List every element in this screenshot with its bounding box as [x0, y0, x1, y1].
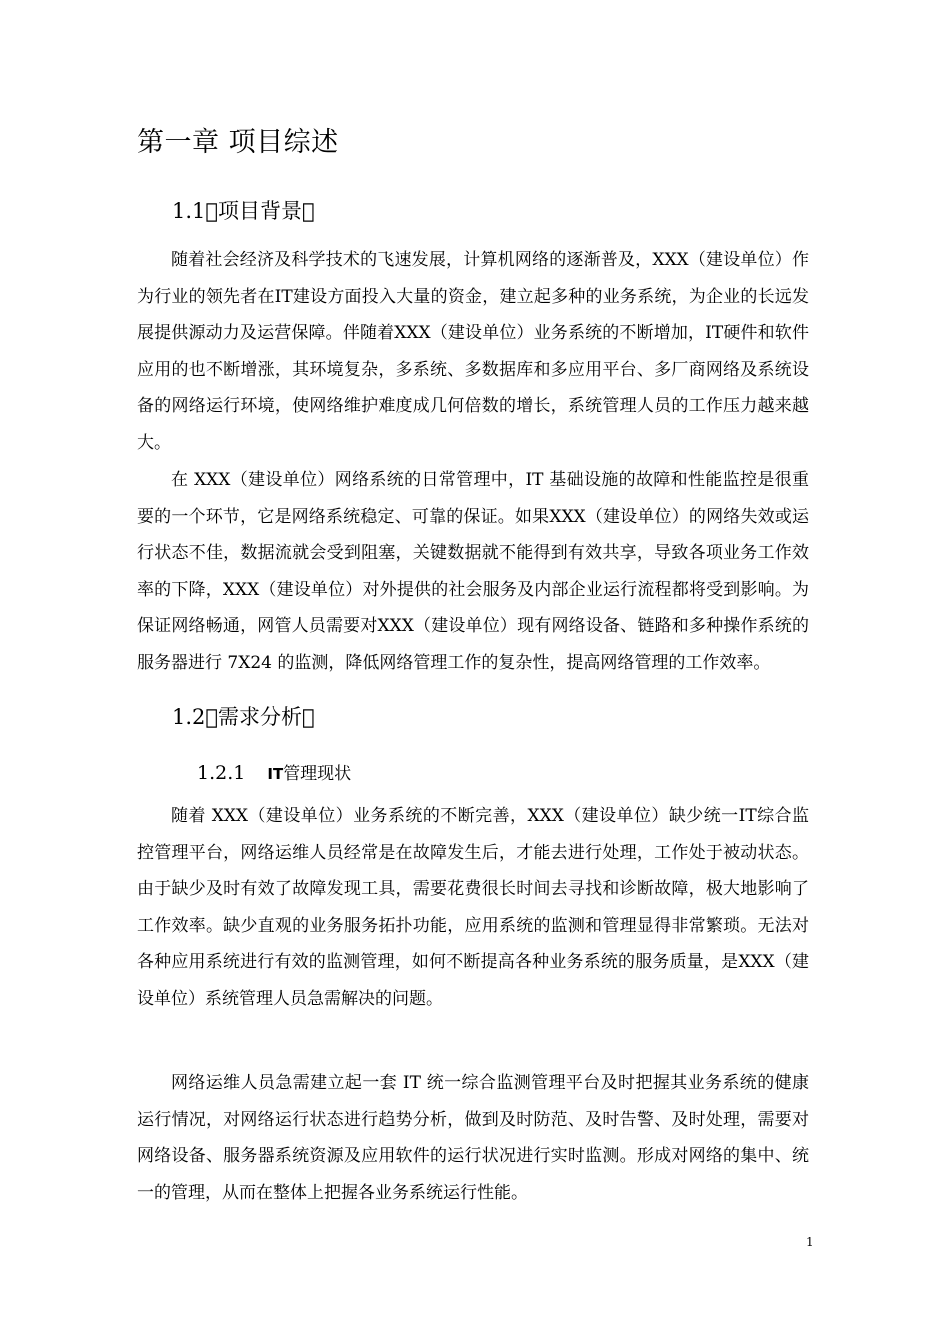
- paragraph-requirements-1: 随着 XXX（建设单位）业务系统的不断完善，XXX（建设单位）缺少统一IT综合监控管理平台，网络运维人员经常是在故障发生后，才能去进行处理，工作处于被动状态。由于缺少及时有效了故障发现工具，需要花费很长时间去寻找和诊断故障，极大地影响了工作效率。缺少直观的业务服务拓扑功能，应用系统的监测和管理显得非常繁琐。无法对各种应用系统进行有效的监测管理，如何不断提高各种业务系统的服务质量，是XXX（建设单位）系统管理人员急需解决的问题。: [137, 806, 809, 1009]
- paragraph-requirements-2: 网络运维人员急需建立起一套 IT 统一综合监测管理平台及时把握其业务系统的健康运行情况，对网络运行状态进行趋势分析，做到及时防范、及时告警、及时处理，需要对网络设备、服务器系统资源及应用软件的运行状况进行实时监测。形成对网络的集中、统一的管理，从而在整体上把握各业务系统运行性能。: [137, 1073, 809, 1203]
- chapter-title: 第一章 项目综述: [137, 127, 339, 158]
- paragraph-background-1: 随着社会经济及科学技术的飞速发展，计算机网络的逐渐普及，XXX（建设单位）作为行业的领先者在IT建设方面投入大量的资金，建立起多种的业务系统，为企业的长远发展提供源动力及运营保障。伴随着XXX（建设单位）业务系统的不断增加，IT硬件和软件应用的也不断增涨，其环境复杂，多系统、多数据库和多应用平台、多厂商网络及系统设备的网络运行环境，使网络维护难度成几何倍数的增长，系统管理人员的工作压力越来越大。: [137, 250, 809, 453]
- paragraph-background-2: 在 XXX（建设单位）网络系统的日常管理中，IT 基础设施的故障和性能监控是很重要的一个环节，它是网络系统稳定、可靠的保证。如果XXX（建设单位）的网络失效或运行状态不佳，数据流就会受到阻塞，关键数据就不能得到有效共享，导致各项业务工作效率的下降，XXX（建设单位）对外提供的社会服务及内部企业运行流程都将受到影响。为保证网络畅通，网管人员需要对XXX（建设单位）现有网络设备、链路和多种操作系统的服务器进行 7X24 的监测，降低网络管理工作的复杂性，提高网络管理的工作效率。: [137, 470, 809, 673]
- subsection-title: 管理现状: [283, 764, 352, 784]
- subsection-number: 1.2.1: [197, 762, 246, 784]
- section-heading-background: 1.1 项目背景 : [172, 199, 315, 223]
- section-heading-requirements: 1.2 需求分析 : [172, 705, 315, 729]
- subsection-it-label: IT: [267, 765, 284, 783]
- page-number: 1: [806, 1235, 814, 1249]
- subsection-heading-it-status: [197, 758, 351, 789]
